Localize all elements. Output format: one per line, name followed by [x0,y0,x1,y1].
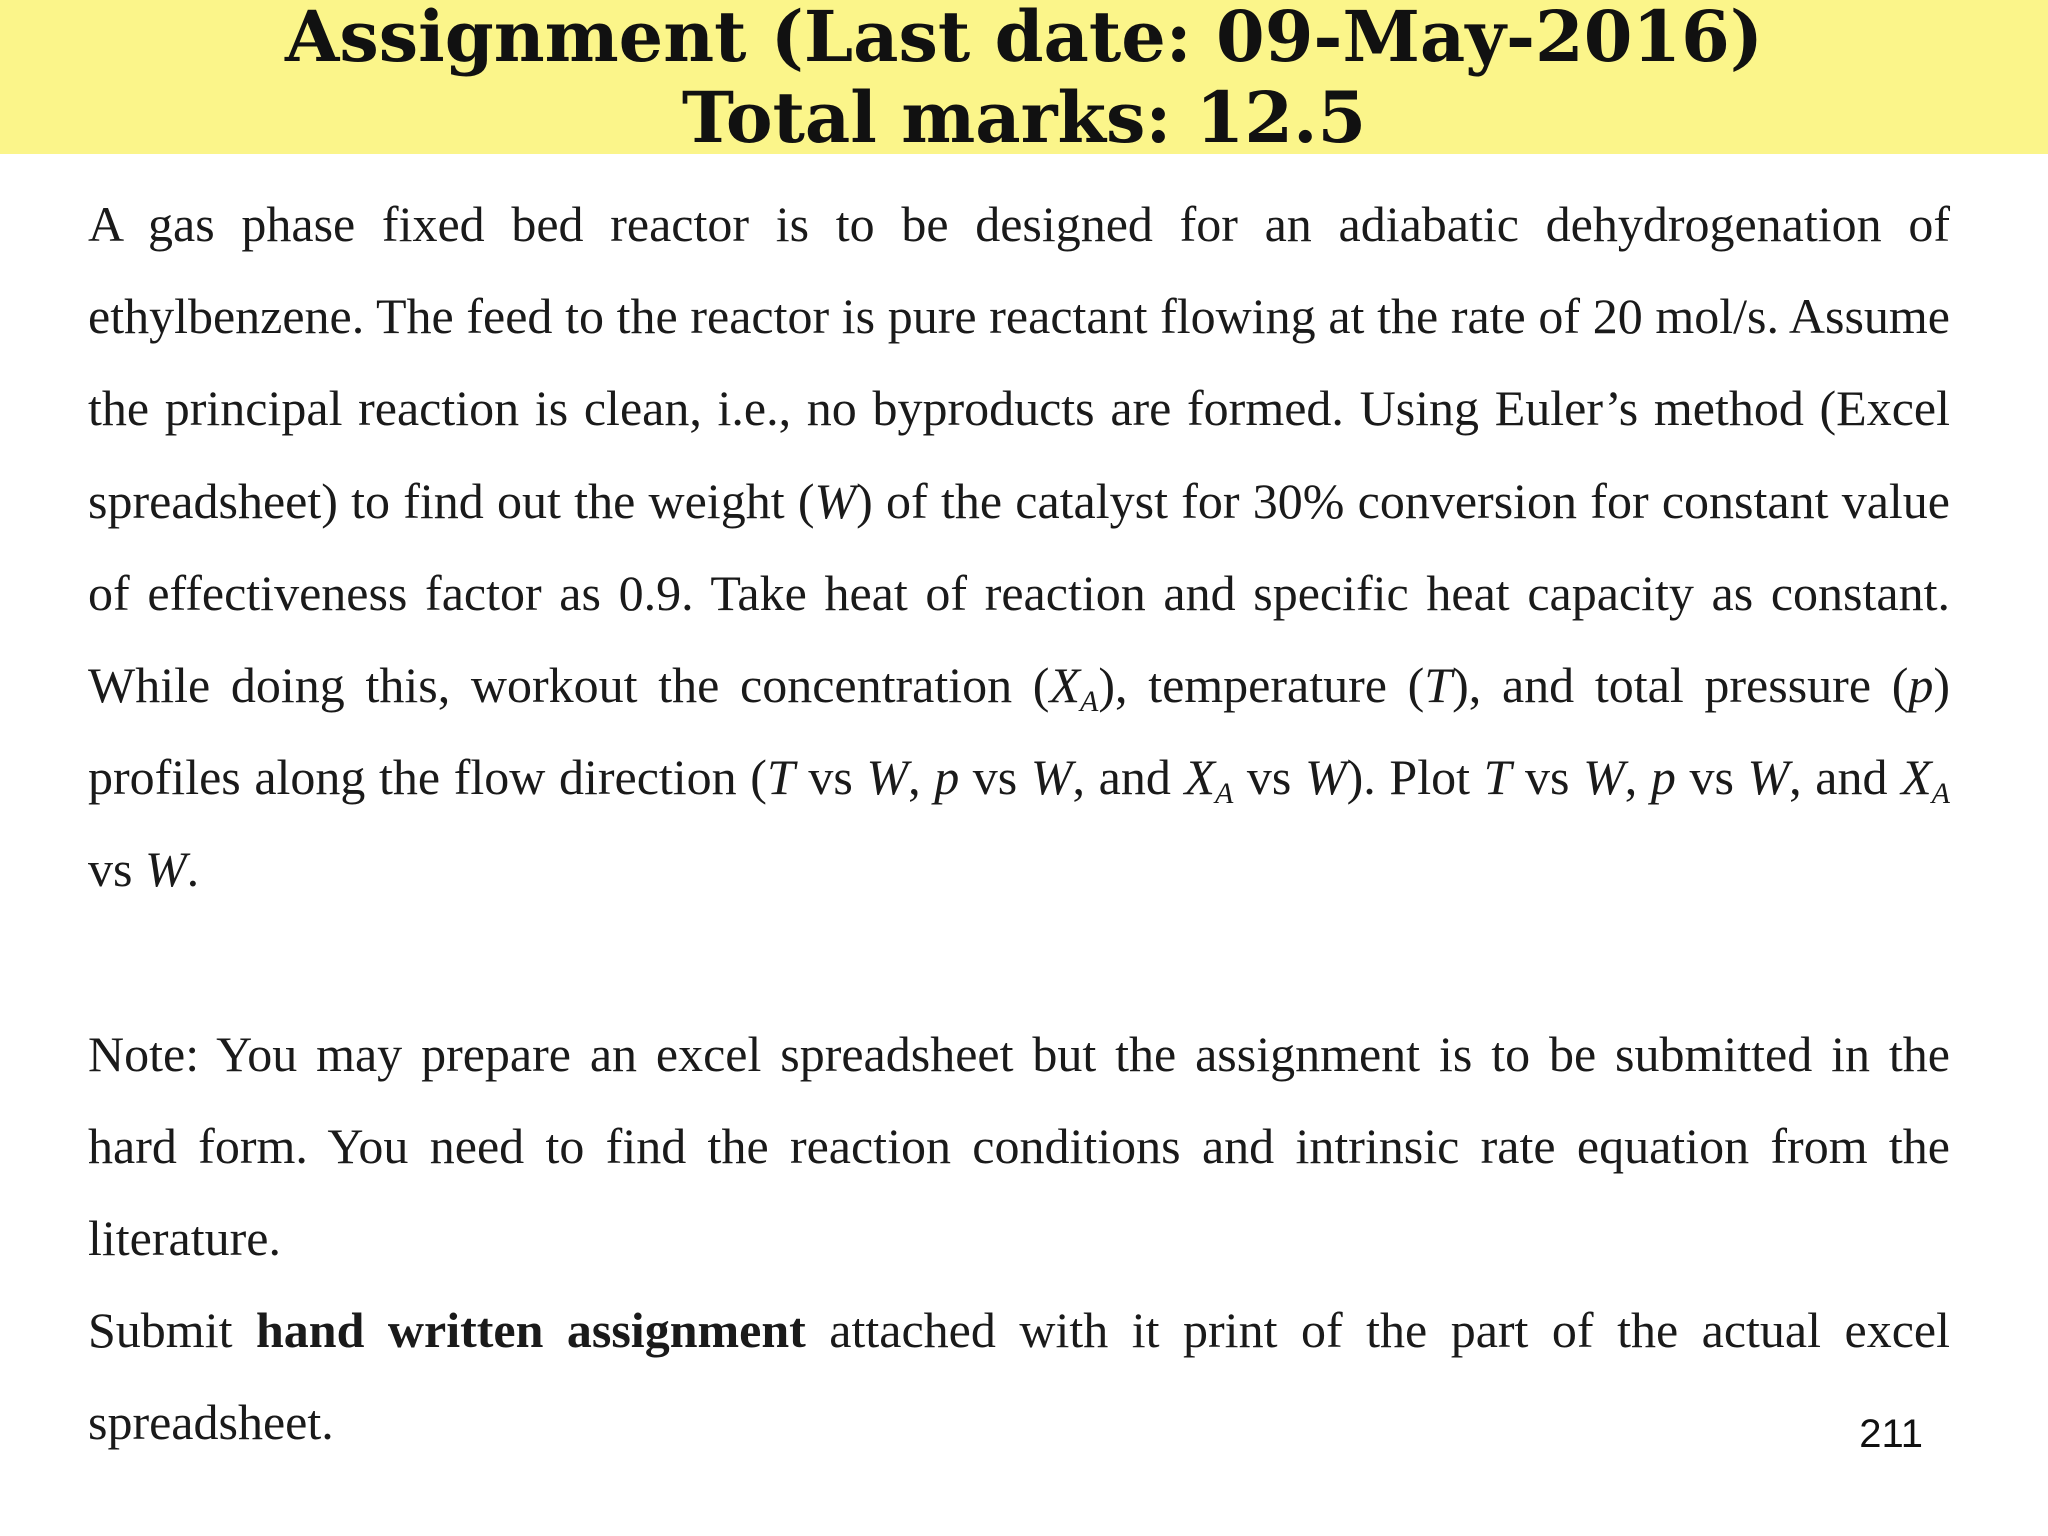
sub-a: A [1080,685,1099,719]
sub-a: A [1931,777,1950,811]
var-x: X [1049,657,1081,714]
var-w: W [1583,749,1625,806]
var-w: W [144,841,187,898]
note-paragraph: Note: You may prepare an excel spreadsheet but the assignment is to be submitted in the hard form. You need to find the reaction conditions and intrinsic rate equation from the literature. [88,1026,1950,1267]
var-t: T [1424,657,1453,714]
var-w: W [866,749,909,806]
var-x: X [1901,749,1932,806]
var-w: W [1747,749,1790,806]
page-number: 211 [1859,1412,1923,1456]
var-t: T [766,749,795,806]
hand-written-emphasis: hand written assignment [255,1302,806,1358]
var-p: p [934,749,960,806]
submit-instructions: Submit hand written assignment attached with it print of the part of the actual excel spreadsheet. [88,1302,1950,1451]
var-w: W [814,472,857,529]
var-w: W [1304,749,1347,806]
var-t: T [1483,749,1512,806]
var-p: p [1908,657,1934,714]
var-x: X [1184,749,1215,806]
sub-a: A [1214,777,1234,811]
page-title: Assignment (Last date: 09-May-2016) [285,0,1763,78]
var-w: W [1030,749,1073,806]
title-banner [0,0,2048,159]
total-marks-heading: Total marks: 12.5 [681,76,1367,159]
var-p: p [1650,749,1676,806]
problem-statement: A gas phase fixed bed reactor is to be designed for an adiabatic dehydrogenation of ethylbenzene. The feed to the reactor is pure reactant flowing at the rate of 20 mol/s. Assume the principal reaction is clean, i.e., no byproducts are formed. Using Euler’s method (Excel spreadsheet) to find out the weight (W) of the catalyst for 30% conversion for constant value of effectiveness factor as 0.9. Take heat of reaction and specific heat capacity as constant. While doing this, workout the concentration $(X_A)$, temperature (T), and total pressure (p) profiles along the flow direction (T vs W, p vs W, and $X_A$ vs W). Plot T vs W, p vs W, and $X_A$ vs W. [88,196,1951,898]
